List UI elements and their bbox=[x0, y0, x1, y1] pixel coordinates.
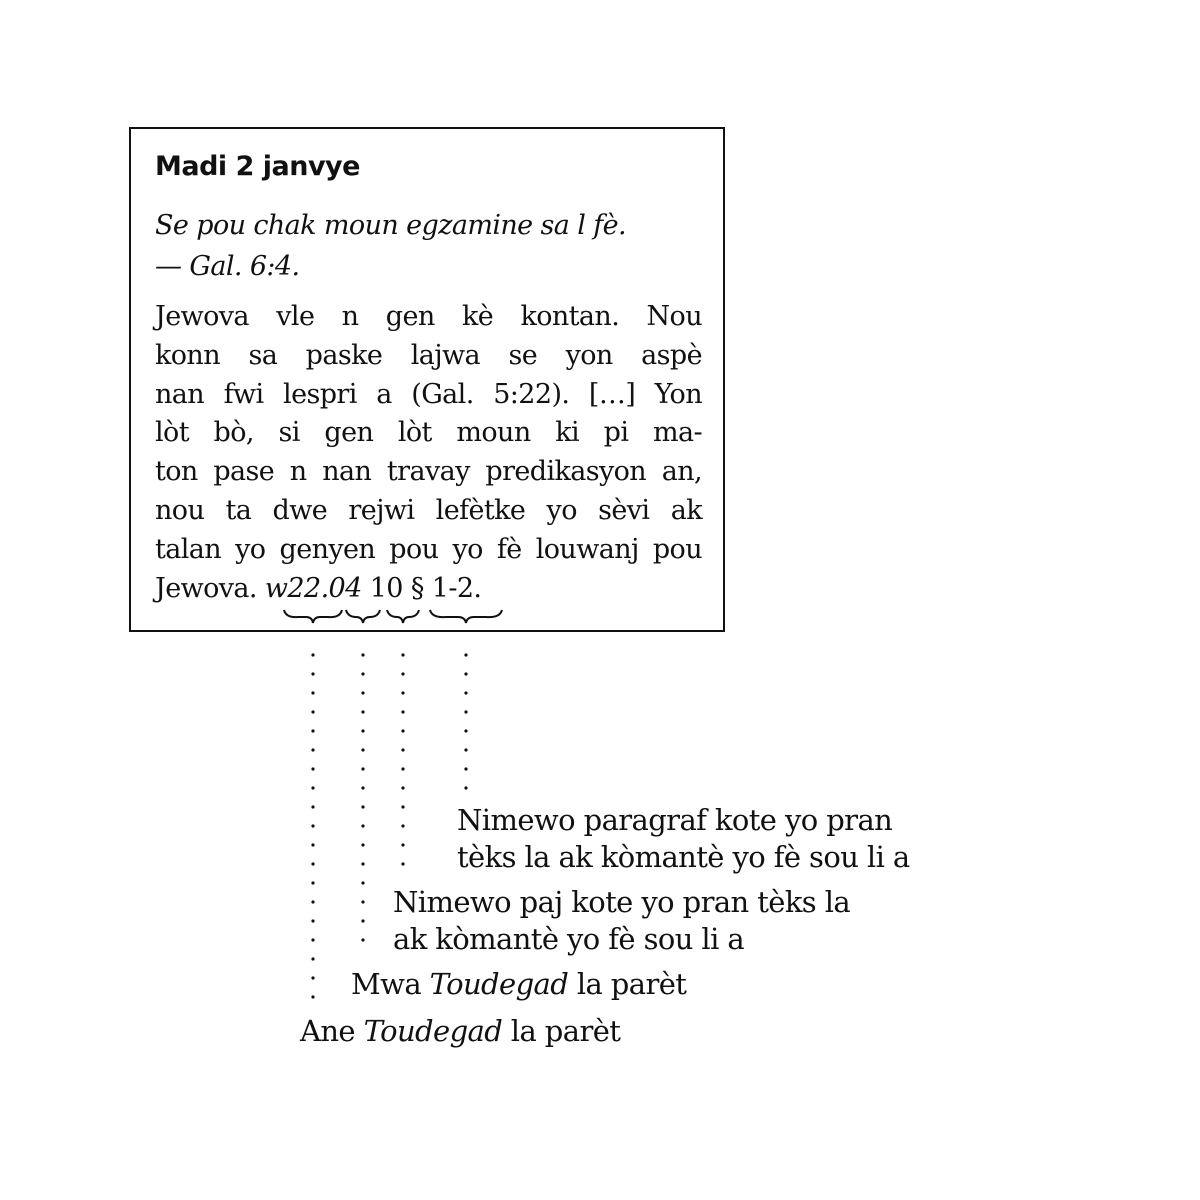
label-text: Mwa bbox=[351, 967, 430, 1001]
body-line: konn sa paske lajwa se yon aspè bbox=[155, 339, 702, 371]
label-year bbox=[300, 1013, 620, 1050]
date-heading: Madi 2 janvye bbox=[155, 151, 360, 182]
body-line: nan fwi lespri a (Gal. 5:22). […] Yon bbox=[155, 378, 702, 410]
ref-month: 04 bbox=[328, 572, 362, 604]
label-line: tèks la ak kòmantè yo fè sou li a bbox=[457, 840, 910, 874]
body-line: ton pase n nan travay predikasyon an, bbox=[155, 456, 702, 488]
body-line: nou ta dwe rejwi lefètke yo sèvi ak bbox=[155, 494, 702, 526]
quote-line: Se pou chak moun egzamine sa l fè. bbox=[155, 210, 627, 241]
label-text: la parèt bbox=[502, 1014, 621, 1048]
brace-year bbox=[284, 610, 342, 623]
label-text: Ane bbox=[300, 1014, 364, 1048]
label-page-number bbox=[393, 884, 850, 958]
ref-year: w22 bbox=[264, 572, 321, 604]
ref-dot: . bbox=[320, 572, 329, 604]
quote-reference: — Gal. 6:4. bbox=[155, 251, 300, 282]
body-line-start: Jewova. bbox=[155, 572, 257, 604]
label-line: Nimewo paj kote yo pran tèks la bbox=[393, 885, 851, 919]
label-month bbox=[351, 966, 686, 1003]
label-italic: Toudegad bbox=[363, 1014, 503, 1048]
label-paragraph-number bbox=[457, 802, 910, 876]
body-line: talan yo genyen pou yo fè louwanj pou bbox=[155, 533, 702, 565]
brace-month bbox=[346, 610, 380, 623]
ref-paragraph: § 1-2 bbox=[410, 572, 474, 604]
ref-end: . bbox=[473, 572, 482, 604]
brace-page bbox=[387, 610, 419, 623]
brace-paragraph bbox=[430, 610, 502, 623]
label-text: la parèt bbox=[568, 967, 687, 1001]
body-line: Jewova vle n gen kè kontan. Nou bbox=[155, 301, 702, 332]
body-line: lòt bò, si gen lòt moun ki pi ma- bbox=[155, 417, 702, 449]
label-line: Nimewo paragraf kote yo pran bbox=[457, 803, 893, 837]
label-line: ak kòmantè yo fè sou li a bbox=[393, 922, 745, 956]
label-italic: Toudegad bbox=[429, 967, 569, 1001]
ref-page: 10 bbox=[369, 572, 403, 604]
